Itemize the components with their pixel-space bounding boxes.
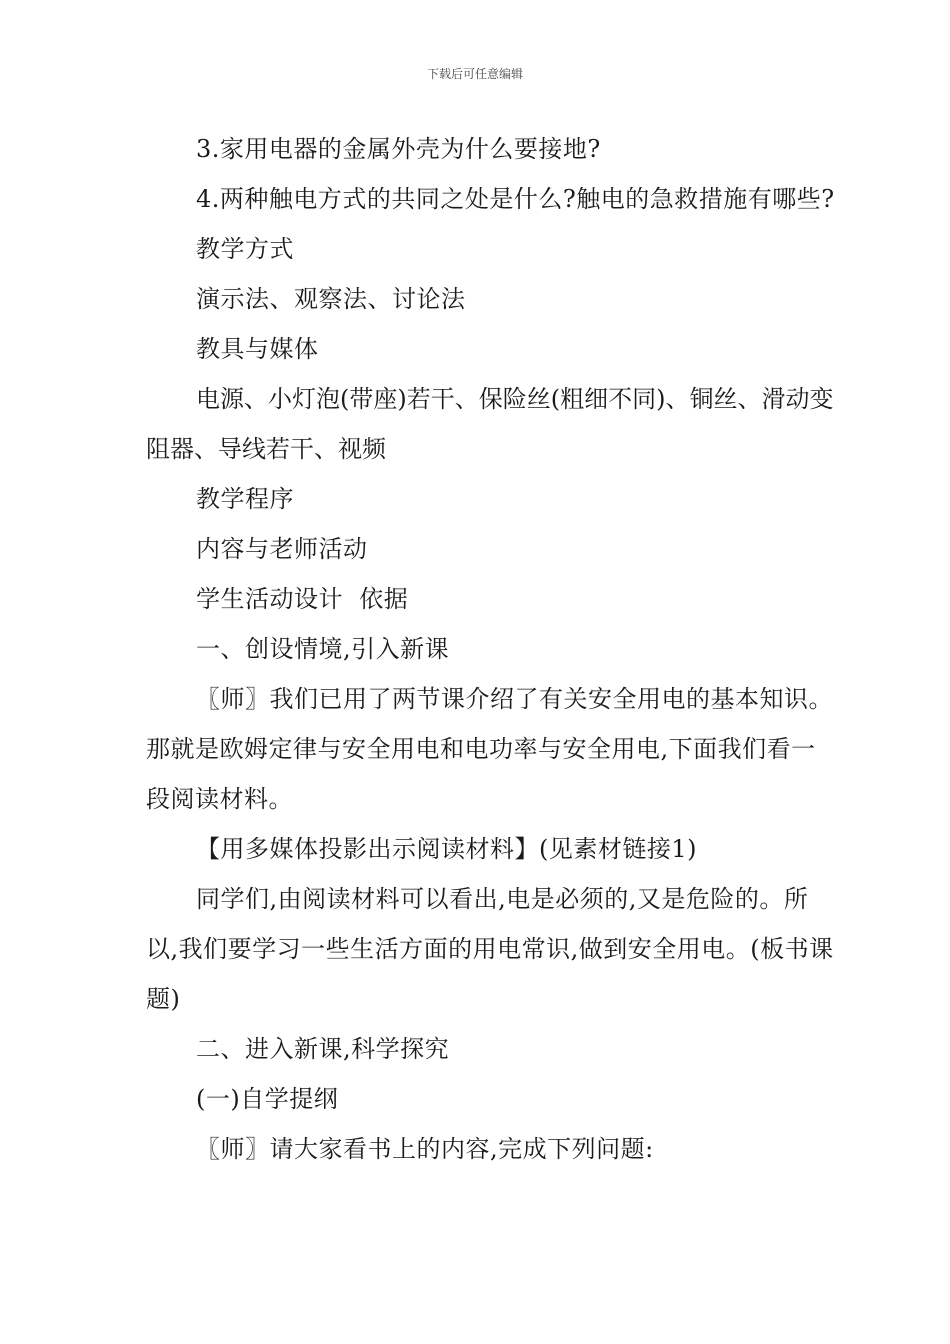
reading-conclusion-paragraph: 同学们,由阅读材料可以看出,电是必须的,又是危险的。所以,我们要学习一些生活方面的用电常识,做到安全用电。(板书课题): [146, 885, 834, 1013]
content-teacher-activity: 内容与老师活动: [196, 535, 368, 563]
document-body: [146, 124, 836, 1174]
question-4: 4.两种触电方式的共同之处是什么?触电的急救措施有哪些?: [196, 185, 835, 213]
page-header: 下载后可任意编辑: [426, 67, 523, 81]
student-activity-basis: 学生活动设计 依据: [196, 585, 409, 613]
self-study-heading: (一)自学提纲: [196, 1085, 339, 1113]
section-heading-teaching-procedure: 教学程序: [196, 485, 294, 513]
step-2-heading: 二、进入新课,科学探究: [196, 1035, 450, 1063]
teacher-instruction: 〖师〗请大家看书上的内容,完成下列问题:: [196, 1135, 654, 1163]
teaching-aids-text: 电源、小灯泡(带座)若干、保险丝(粗细不同)、铜丝、滑动变阻器、导线若干、视频: [146, 385, 834, 463]
multimedia-note: 【用多媒体投影出示阅读材料】(见素材链接1): [196, 835, 697, 863]
question-3: 3.家用电器的金属外壳为什么要接地?: [196, 135, 601, 163]
section-heading-teaching-aids: 教具与媒体: [196, 335, 319, 363]
step-1-heading: 一、创设情境,引入新课: [196, 635, 450, 663]
teaching-method-text: 演示法、观察法、讨论法: [196, 285, 466, 313]
teacher-intro-paragraph: 〖师〗我们已用了两节课介绍了有关安全用电的基本知识。那就是欧姆定律与安全用电和电功率与安全用电,下面我们看一段阅读材料。: [146, 685, 833, 813]
section-heading-teaching-method: 教学方式: [196, 235, 294, 263]
